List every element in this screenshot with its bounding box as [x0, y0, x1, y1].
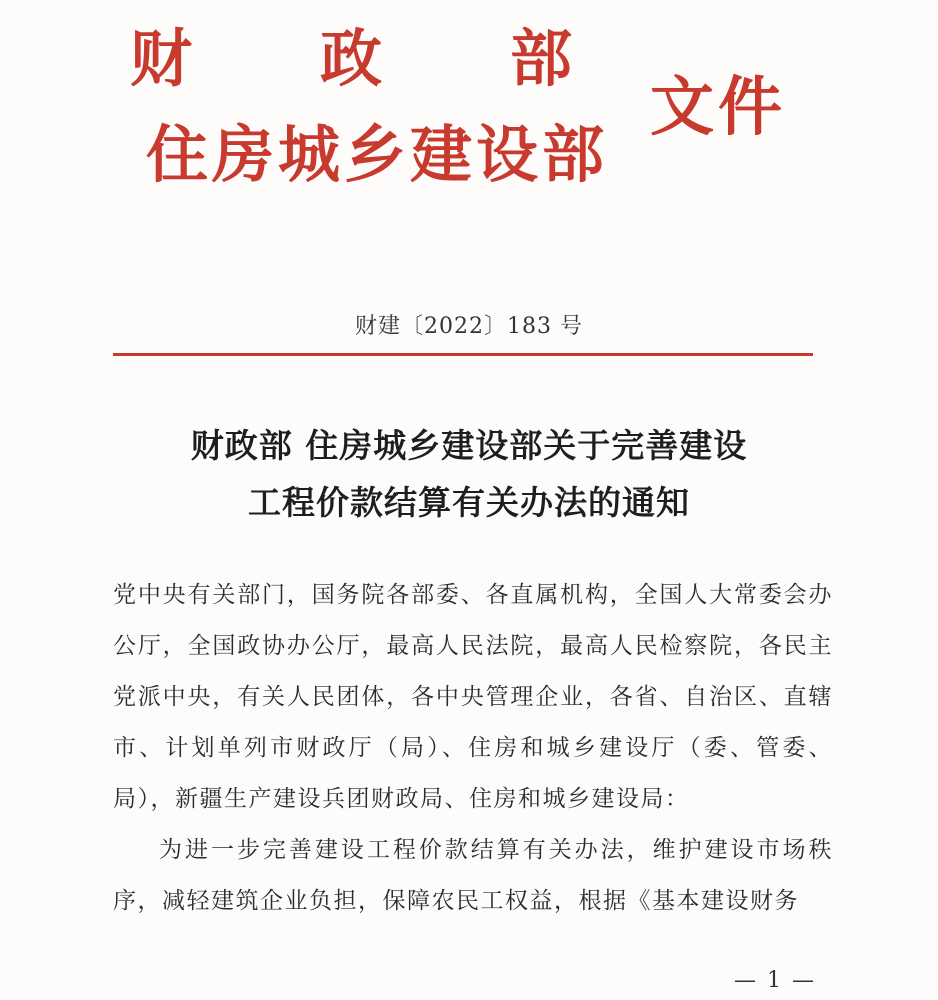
document-title-line-1: 财政部 住房城乡建设部关于完善建设	[190, 426, 748, 465]
addressee-paragraph: 党中央有关部门，国务院各部委、各直属机构，全国人大常委会办公厅，全国政协办公厅，最高人民法院，最高人民检察院，各民主党派中央，有关人民团体，各中央管理企业，各省、自治区、直辖市、计划单列市财政厅（局）、住房和城乡建设厅（委、管委、局），新疆生产建设兵团财政局、住房和城乡建设局：	[113, 582, 833, 812]
document-type-label: 文件	[650, 70, 786, 145]
page-number: — 1 —	[734, 968, 816, 993]
red-divider-line	[113, 353, 813, 356]
issuer-ministry-of-finance: 财政部	[130, 22, 701, 95]
document-number: 财建〔2022〕183 号	[355, 314, 583, 339]
document-title-line-2: 工程价款结算有关办法的通知	[248, 483, 690, 522]
body-paragraph: 为进一步完善建设工程价款结算有关办法，维护建设市场秩序，减轻建筑企业负担，保障农民工权益，根据《基本建设财务	[113, 837, 833, 914]
document-body	[113, 570, 833, 927]
issuer-ministry-of-housing: 住房城乡建设部	[146, 118, 609, 191]
